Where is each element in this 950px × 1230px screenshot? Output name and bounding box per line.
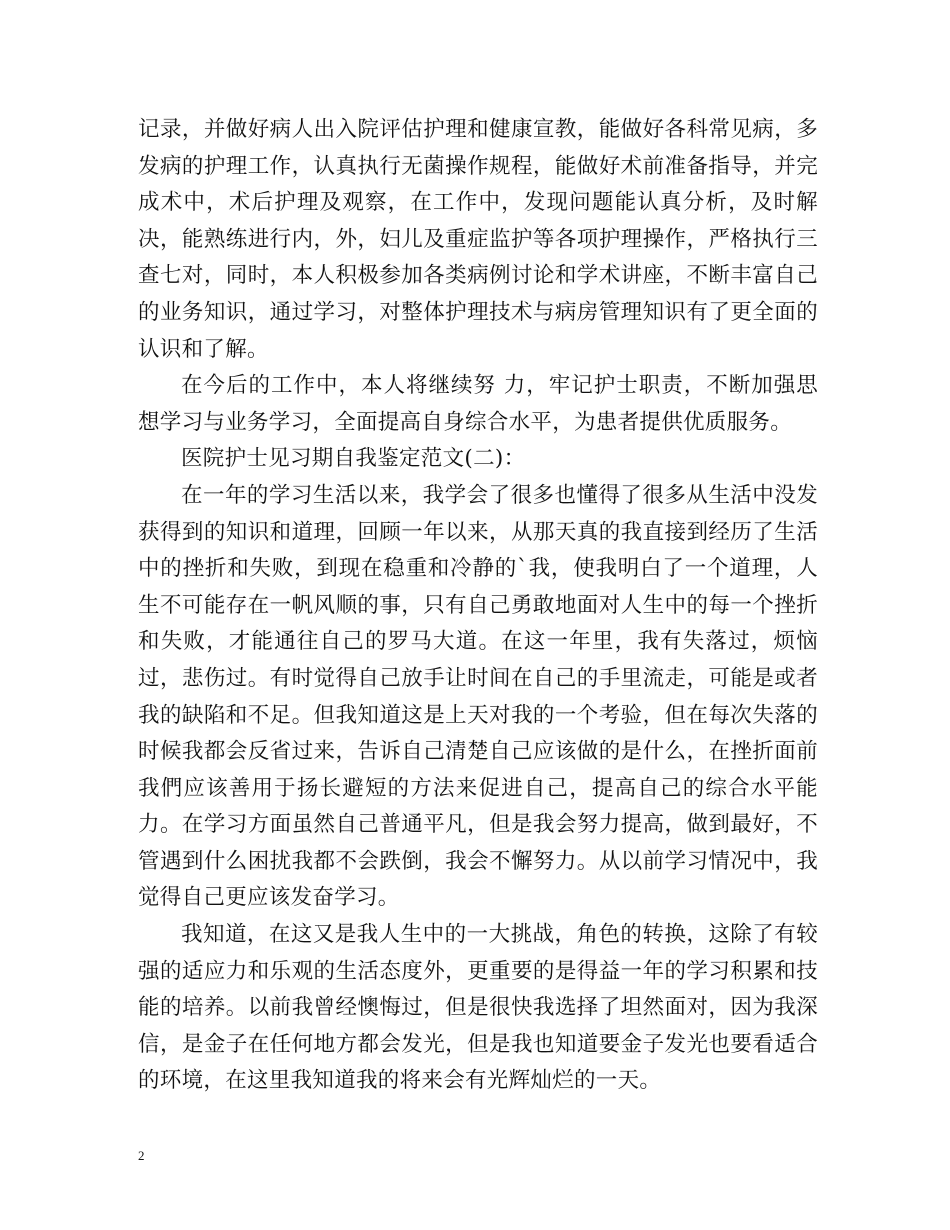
paragraph-future-work: 在今后的工作中，本人将继续努 力，牢记护士职责，不断加强思想学习与业务学习，全面提高自身综合水平，为患者提供优质服务。 xyxy=(138,373,818,435)
document-body xyxy=(138,112,818,1100)
page-number: 2 xyxy=(138,1148,145,1163)
paragraph-challenge: 我知道，在这又是我人生中的一大挑战，角色的转换，这除了有较强的适应力和乐观的生活态度外，更重要的是得益一年的学习积累和技能的培养。以前我曾经懊悔过，但是很快我选择了坦然面对，因为我深信，是金子在任何地方都会发光，但是我也知道要金子发光也要看适合的环境，在这里我知道我的将来会有光辉灿烂的一天。 xyxy=(138,922,818,1094)
paragraph-year-reflection: 在一年的学习生活以来，我学会了很多也懂得了很多从生活中没发获得到的知识和道理，回顾一年以来，从那天真的我直接到经历了生活中的挫折和失败，到现在稳重和冷静的`我，使我明白了一个道理，人生不可能存在一帆风顺的事，只有自己勇敢地面对人生中的每一个挫折和失败，才能通往自己的罗马大道。在这一年里，我有失落过，烦恼过，悲伤过。有时觉得自己放手让时间在自己的手里流走，可能是或者我的缺陷和不足。但我知道这是上天对我的一个考验，但在每次失落的时候我都会反省过来，告诉自己清楚自己应该做的是什么，在挫折面前我們应该善用于扬长避短的方法来促进自己，提高自己的综合水平能力。在学习方面虽然自己普通平凡，但是我会努力提高，做到最好，不管遇到什么困扰我都不会跌倒，我会不懈努力。从以前学习情况中，我觉得自己更应该发奋学习。 xyxy=(138,482,818,911)
paragraph-continuation: 记录，并做好病人出入院评估护理和健康宣教，能做好各科常见病，多发病的护理工作，认真执行无菌操作规程，能做好术前准备指导，并完成术中，术后护理及观察，在工作中，发现问题能认真分析，及时解决，能熟练进行内，外，妇儿及重症监护等各项护理操作，严格执行三查七对，同时，本人积极参加各类病例讨论和学术讲座，不断丰富自己的业务知识，通过学习，对整体护理技术与病房管理知识有了更全面的认识和了解。 xyxy=(138,117,818,362)
section-heading: 医院护士见习期自我鉴定范文(二)： xyxy=(181,446,526,472)
